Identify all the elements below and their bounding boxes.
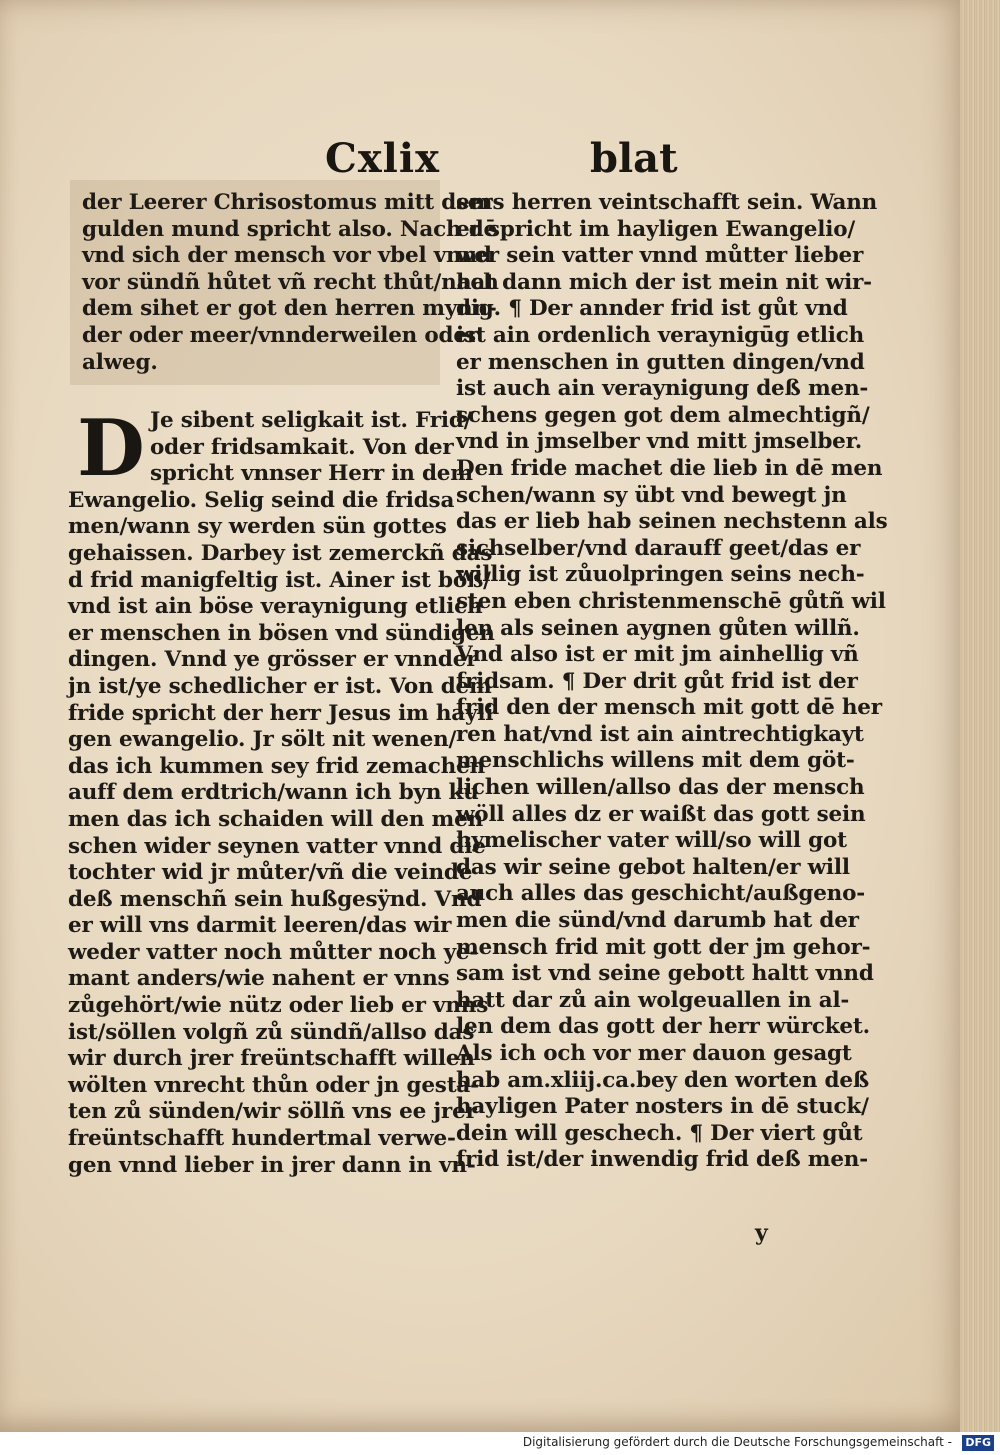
text-line: er spricht im hayligen Ewangelio/: [456, 216, 855, 242]
text-line: sten eben christenmenschē gůtñ wil: [456, 588, 886, 614]
text-line: Je sibent seligkait ist. Frid/: [150, 408, 472, 433]
text-line: der Leerer Chrisostomus mitt dem: [82, 190, 493, 215]
folio-number: Cxlix: [325, 135, 440, 182]
text-line: schens gegen got dem almechtigñ/: [456, 402, 870, 428]
text-line: men das ich schaiden will den men: [68, 806, 484, 832]
text-line: wölten vnrecht thůn oder jn gesta-: [68, 1072, 479, 1098]
text-line: ten zů sünden/wir söllñ vns ee jrer: [68, 1099, 477, 1125]
text-line: er menschen in bösen vnd sündigen: [68, 620, 495, 646]
text-line: hayligen Pater nosters in dē stuck/: [456, 1094, 869, 1120]
text-line: Als ich och vor mer dauon gesagt: [456, 1041, 852, 1066]
text-line: hab am.xliij.ca.bey den worten deß: [456, 1067, 870, 1093]
text-line: willig ist zůuolpringen seins nech-: [456, 562, 865, 588]
text-line: deß menschñ sein hußgesÿnd. Vnd: [68, 886, 482, 912]
text-line: men die sünd/vnd darumb hat der: [456, 908, 859, 934]
text-line: dem sihet er got den herren mynn-: [82, 296, 497, 322]
text-line: gen vnnd lieber in jrer dann in vn-: [68, 1152, 476, 1178]
text-line: Ewangelio. Selig seind die fridsa: [68, 487, 455, 513]
text-line: das ich kummen sey frid zemachen: [68, 753, 485, 779]
text-line: jn ist/ye schedlicher er ist. Von dem: [68, 673, 492, 699]
text-line: vnd sich der mensch vor vbel vnnd: [82, 243, 492, 269]
text-line: lichen willen/allso das der mensch: [456, 775, 865, 801]
text-line: oder fridsamkait. Von der: [150, 434, 454, 460]
text-line: Den fride machet die lieb in dē men: [456, 455, 883, 481]
text-line: wir durch jrer freüntschafft willen: [68, 1046, 475, 1072]
text-line: hat dann mich der ist mein nit wir-: [456, 269, 872, 295]
text-line: dein will geschech. ¶ Der viert gůt: [456, 1120, 863, 1146]
text-line: vor sündñ hůtet vñ recht thůt/nach: [82, 269, 499, 295]
running-title: blat: [590, 135, 678, 182]
text-line: vnd ist ain böse veraynigung etlich: [68, 594, 483, 620]
text-line: weder vatter noch můtter noch ye-: [68, 939, 479, 965]
text-line: gulden mund spricht also. Nach dē: [82, 216, 498, 242]
text-line: das er lieb hab seinen nechstenn als: [456, 509, 888, 535]
page-edges: [960, 0, 1000, 1432]
text-line: len dem das gott der herr würcket.: [456, 1014, 870, 1040]
text-line: vnd in jmselber vnd mitt jmselber.: [456, 429, 863, 455]
text-line: sers herren veintschafft sein. Wann: [456, 190, 878, 215]
text-line: fride spricht der herr Jesus im hayli: [68, 700, 494, 726]
text-line: freüntschafft hundertmal verwe-: [68, 1126, 456, 1152]
text-line: auff dem erdtrich/wann ich byn ku: [68, 780, 479, 806]
left-column-top-paragraph: [82, 190, 499, 376]
text-line: ist/söllen volgñ zů sündñ/allso das: [68, 1019, 475, 1045]
signature-mark: y: [755, 1220, 768, 1246]
text-line: d frid manigfeltig ist. Ainer ist böß/: [68, 567, 491, 593]
text-line: Vnd also ist er mit jm ainhellig vñ: [456, 642, 859, 668]
text-line: len als seinen aygnen gůten willñ.: [456, 615, 860, 641]
text-line: ren hat/vnd ist ain aintrechtigkayt: [456, 721, 864, 747]
text-line: men/wann sy werden sün gottes: [68, 514, 447, 540]
text-line: mant anders/wie nahent er vnns: [68, 966, 450, 992]
text-line: wöll alles dz er waißt das gott sein: [456, 801, 866, 827]
text-line: gehaissen. Darbey ist zemerckñ das: [68, 540, 493, 566]
text-line: tochter wid jr můter/vñ die veinde: [68, 860, 473, 886]
text-line: mensch frid mit gott der jm gehor-: [456, 934, 871, 960]
text-line: ist ain ordenlich veraynigūg etlich: [456, 322, 865, 348]
text-line: der oder meer/vnnderweilen oder: [82, 322, 478, 348]
text-line: er menschen in gutten dingen/vnd: [456, 349, 865, 375]
text-line: frid ist/der inwendig frid deß men-: [456, 1147, 868, 1173]
text-line: gen ewangelio. Jr sölt nit wenen/: [68, 727, 457, 753]
text-line: sichselber/vnd darauff geet/das er: [456, 535, 861, 561]
dfg-logo[interactable]: DFG: [962, 1435, 994, 1451]
text-line: schen wider seynen vatter vnnd die: [68, 833, 486, 859]
text-line: er will vns darmit leeren/das wir: [68, 913, 452, 939]
text-line: spricht vnnser Herr in dem: [150, 461, 473, 487]
text-line: hymelischer vater will/so will got: [456, 828, 847, 854]
text-line: auch alles das geschicht/außgeno-: [456, 881, 865, 907]
text-line: sam ist vnd seine gebott haltt vnnd: [456, 961, 874, 987]
text-line: dig. ¶ Der annder frid ist gůt vnd: [456, 296, 848, 322]
text-line: das wir seine gebot halten/er will: [456, 854, 850, 880]
right-column: [456, 190, 888, 1174]
footer-credit-bar: [0, 1432, 1000, 1455]
text-line: hatt dar zů ain wolgeuallen in al-: [456, 987, 850, 1013]
text-line: zůgehört/wie nütz oder lieb er vnns: [68, 993, 489, 1019]
text-line: wer sein vatter vnnd můtter lieber: [456, 243, 864, 269]
funding-credit: Digitalisierung gefördert durch die Deutsche Forschungsgemeinschaft -: [522, 1435, 952, 1449]
text-line: fridsam. ¶ Der drit gůt frid ist der: [456, 668, 858, 694]
text-line: dingen. Vnnd ye grösser er vnnder: [68, 647, 478, 673]
text-line: menschlichs willens mit dem göt-: [456, 748, 855, 774]
drop-capital: D: [77, 403, 145, 494]
left-column-main-paragraph: [68, 403, 495, 1179]
text-line: frid den der mensch mit gott dē her: [456, 695, 882, 721]
text-line: alweg.: [82, 349, 158, 375]
text-line: ist auch ain veraynigung deß men-: [456, 376, 869, 402]
text-line: schen/wann sy übt vnd bewegt jn: [456, 482, 847, 508]
